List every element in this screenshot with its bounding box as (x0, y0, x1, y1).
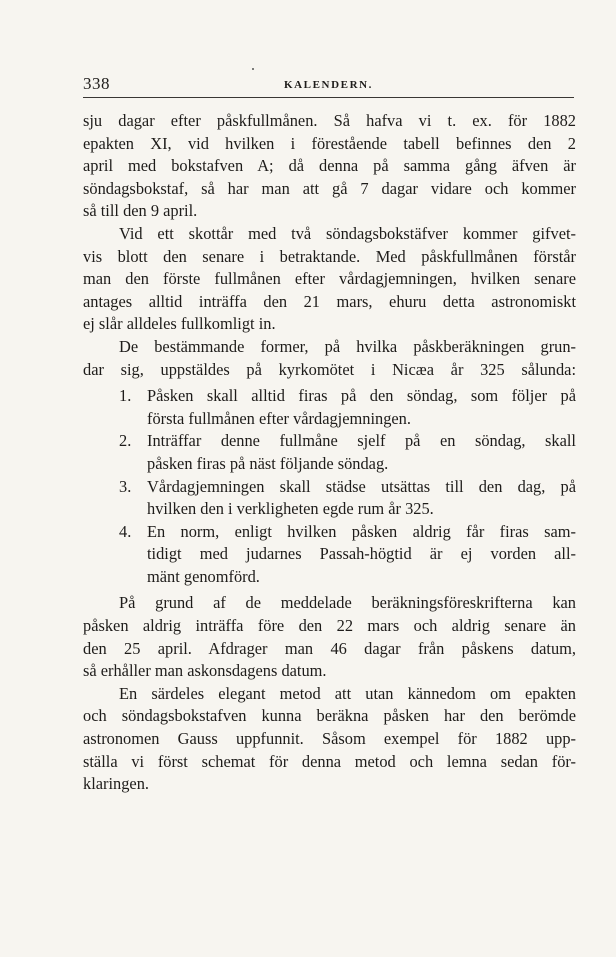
running-head: KALENDERN. (283, 79, 374, 91)
paragraph (83, 683, 576, 796)
text-line: klaringen. (83, 774, 149, 794)
text-line: hvilken den i verkligheten egde rum år 325. (147, 499, 434, 519)
paragraph (83, 223, 576, 336)
body-text (83, 110, 576, 796)
text-line: antages alltid inträffa den 21 mars, ehuru detta astronomiskt (83, 291, 576, 311)
text-line: En norm, enligt hvilken påsken aldrig får firas sam- (147, 521, 576, 541)
text-line: påsken firas på näst följande söndag. (147, 453, 389, 473)
list-item (83, 476, 576, 521)
text-line: påsken aldrig inträffa före den 22 mars och aldrig senare än (83, 616, 576, 636)
text-line: och söndagsbokstafven kunna beräkna påsken har den berömde (83, 706, 576, 726)
text-line: Vid ett skottår med två söndagsbokstäfver kommer gifvet- (119, 223, 576, 243)
list-number: 3. (119, 476, 132, 496)
list-item (83, 521, 576, 589)
list-number: 1. (119, 386, 132, 406)
list-item (83, 385, 576, 430)
text-line: tidigt med judarnes Passah-högtid är ej vorden all- (147, 544, 576, 564)
list-number: 2. (119, 431, 132, 451)
text-line: Inträffar denne fullmåne sjelf på en söndag, skall (147, 431, 576, 451)
text-line: epakten XI, vid hvilken i förestående tabell befinnes den 2 (83, 133, 576, 153)
list-item (83, 430, 576, 475)
text-line: vis blott den senare i betraktande. Med påskfullmånen förstår (83, 246, 576, 266)
header-rule (83, 97, 574, 98)
paragraph (83, 110, 576, 223)
text-line: En särdeles elegant metod att utan kännedom om epakten (119, 683, 576, 703)
text-line: ej slår alldeles fullkomligt in. (83, 314, 276, 334)
text-line: astronomen Gauss uppfunnit. Såsom exempel för 1882 upp- (83, 729, 576, 749)
text-line: så erhåller man askonsdagens datum. (83, 661, 327, 681)
text-line: så till den 9 april. (83, 201, 198, 221)
text-line: Vårdagjemningen skall städse utsättas till den dag, på (147, 476, 576, 496)
numbered-list (83, 385, 576, 588)
text-line: man den förste fullmånen efter vårdagjemningen, hvilken senare (83, 269, 576, 289)
text-line: På grund af de meddelade beräkningsföreskrifterna kan (119, 593, 576, 613)
text-line: sju dagar efter påskfullmånen. Så hafva vi t. ex. för 1882 (83, 111, 576, 130)
paragraph (83, 592, 576, 682)
list-number: 4. (119, 521, 132, 541)
text-line: dar sig, uppstäldes på kyrkomötet i Nicæa år 325 sålunda: (83, 359, 576, 379)
print-speck (252, 68, 254, 70)
text-line: första fullmånen efter vårdagjemningen. (147, 408, 411, 428)
paragraph (83, 336, 576, 381)
text-line: april med bokstafven A; då denna på samma gång äfven är (83, 156, 576, 176)
text-line: söndagsbokstaf, så har man att gå 7 dagar vidare och kommer (83, 178, 576, 198)
text-line: De bestämmande former, på hvilka påskberäkningen grun- (119, 336, 576, 356)
page-header (83, 72, 574, 98)
text-line: mänt genomförd. (147, 566, 260, 586)
text-line: den 25 april. Afdrager man 46 dagar från påskens datum, (83, 638, 576, 658)
page-number: 338 (83, 74, 110, 93)
text-line: ställa vi först schemat för denna metod och lemna sedan för- (83, 751, 576, 771)
text-line: Påsken skall alltid firas på den söndag, som följer på (147, 386, 576, 406)
